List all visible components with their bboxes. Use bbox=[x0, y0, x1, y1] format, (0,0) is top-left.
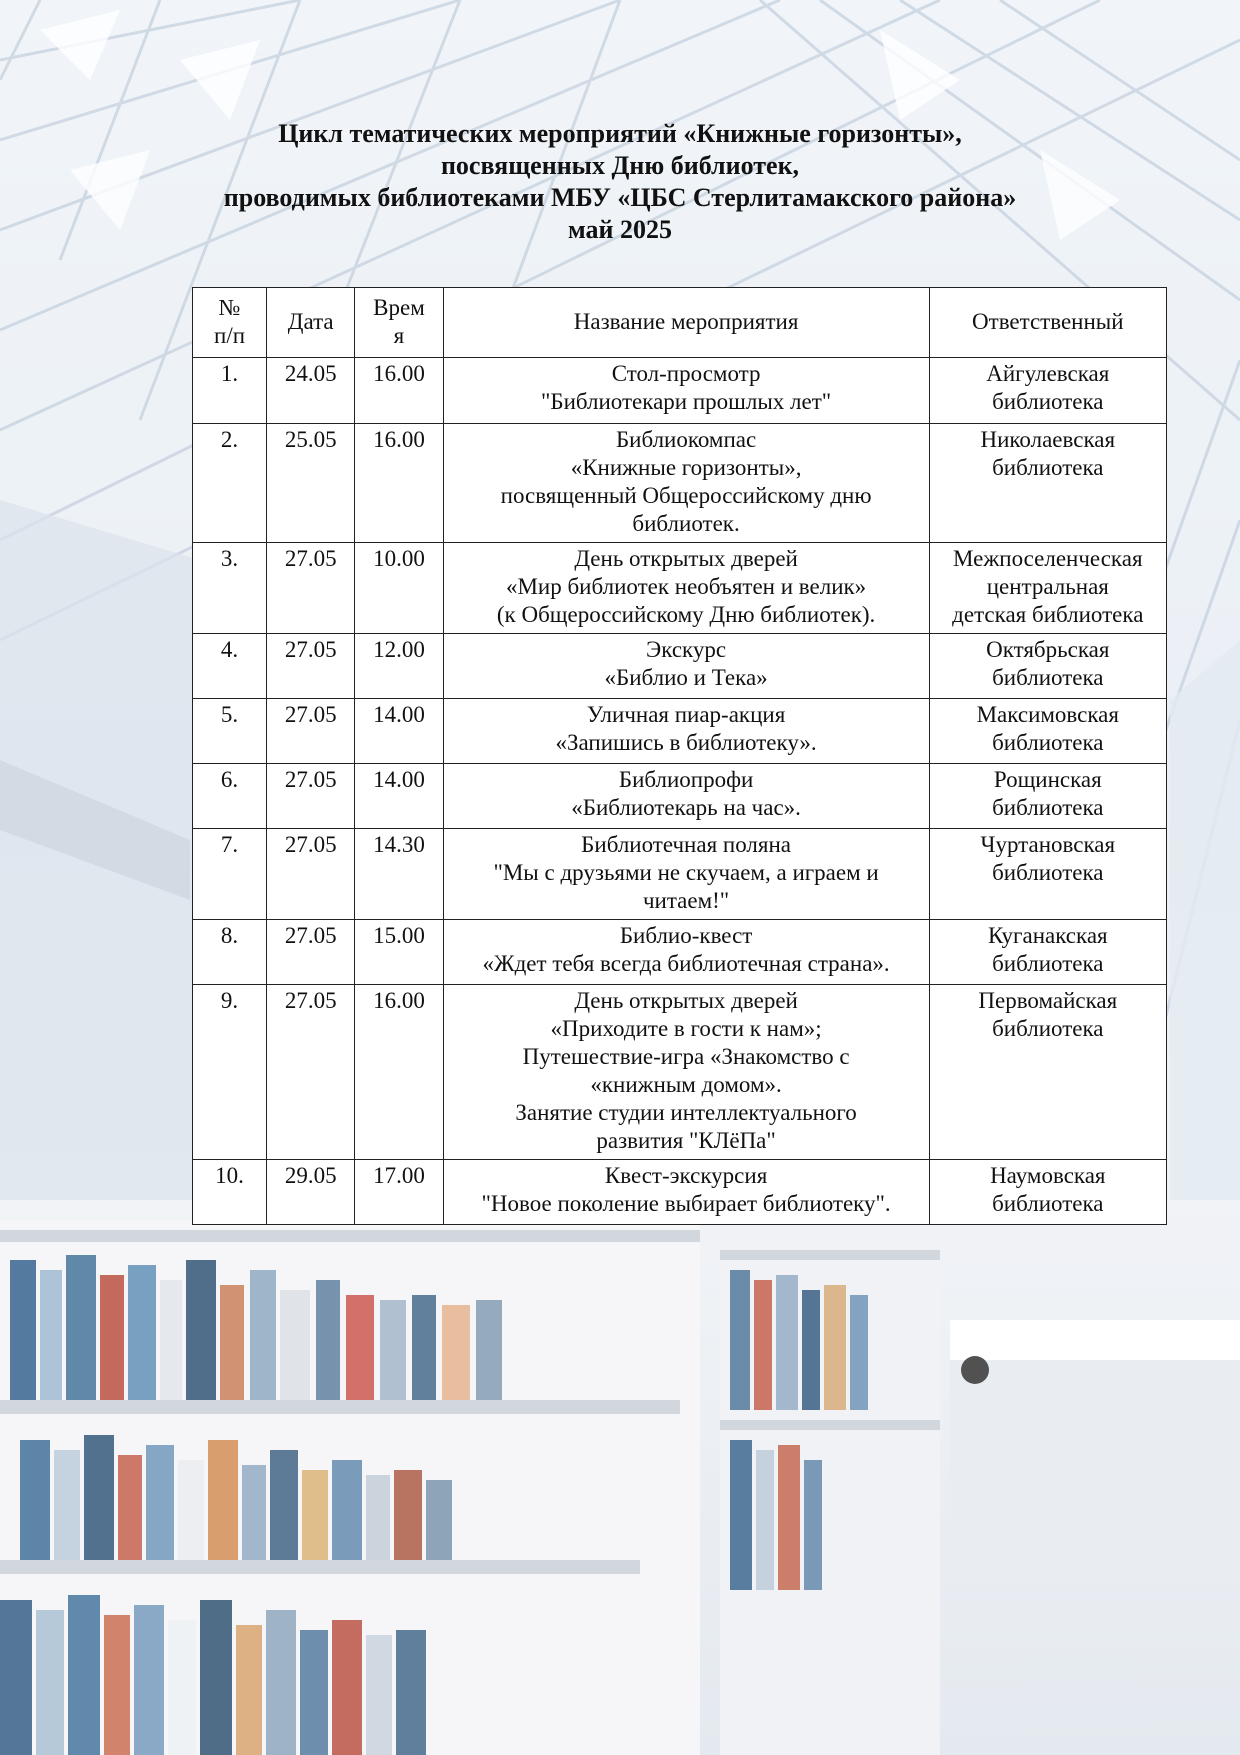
cell-num: 9. bbox=[193, 985, 267, 1160]
cell-event-name: Квест-экскурсия "Новое поколение выбирает библиотеку". bbox=[443, 1160, 929, 1225]
cell-date: 27.05 bbox=[267, 920, 355, 985]
cell-event-name: День открытых дверей «Мир библиотек необъятен и велик» (к Общероссийскому Дню библиотек). bbox=[443, 543, 929, 634]
cell-date: 27.05 bbox=[267, 985, 355, 1160]
cell-time: 12.00 bbox=[355, 634, 443, 699]
cell-num: 7. bbox=[193, 829, 267, 920]
title-line-4: май 2025 bbox=[567, 215, 672, 244]
cell-time: 16.00 bbox=[355, 985, 443, 1160]
table-row bbox=[193, 920, 1167, 985]
cell-event-name: Библио-квест «Ждет тебя всегда библиотечная страна». bbox=[443, 920, 929, 985]
cell-date: 27.05 bbox=[267, 699, 355, 764]
cell-event-name: Экскурс «Библио и Тека» bbox=[443, 634, 929, 699]
cell-responsible: Чуртановская библиотека bbox=[929, 829, 1166, 920]
title-line-2: посвященных Дню библиотек, bbox=[440, 151, 800, 180]
header-date: Дата bbox=[267, 288, 355, 358]
table-row bbox=[193, 543, 1167, 634]
cell-time: 14.30 bbox=[355, 829, 443, 920]
table-header-row bbox=[193, 288, 1167, 358]
header-num: № п/п bbox=[193, 288, 267, 358]
cell-responsible: Айгулевская библиотека bbox=[929, 358, 1166, 424]
document-title bbox=[120, 118, 1120, 246]
table-row bbox=[193, 634, 1167, 699]
table-row bbox=[193, 358, 1167, 424]
cell-time: 14.00 bbox=[355, 699, 443, 764]
cell-responsible: Рощинская библиотека bbox=[929, 764, 1166, 829]
table-row bbox=[193, 699, 1167, 764]
cell-date: 24.05 bbox=[267, 358, 355, 424]
title-line-1: Цикл тематических мероприятий «Книжные горизонты», bbox=[278, 119, 962, 148]
cell-event-name: Библиотечная поляна "Мы с друзьями не скучаем, а играем и читаем!" bbox=[443, 829, 929, 920]
cell-date: 27.05 bbox=[267, 764, 355, 829]
cell-responsible: Наумовская библиотека bbox=[929, 1160, 1166, 1225]
cell-num: 5. bbox=[193, 699, 267, 764]
cell-responsible: Максимовская библиотека bbox=[929, 699, 1166, 764]
cell-num: 10. bbox=[193, 1160, 267, 1225]
cell-event-name: Библиопрофи «Библиотекарь на час». bbox=[443, 764, 929, 829]
cell-num: 8. bbox=[193, 920, 267, 985]
cell-time: 16.00 bbox=[355, 358, 443, 424]
cell-time: 10.00 bbox=[355, 543, 443, 634]
cell-responsible: Первомайская библиотека bbox=[929, 985, 1166, 1160]
cell-responsible: Октябрьская библиотека bbox=[929, 634, 1166, 699]
cell-event-name: Стол-просмотр "Библиотекари прошлых лет" bbox=[443, 358, 929, 424]
header-event-name: Название мероприятия bbox=[443, 288, 929, 358]
header-time: Врем я bbox=[355, 288, 443, 358]
cell-time: 15.00 bbox=[355, 920, 443, 985]
cell-event-name: День открытых дверей «Приходите в гости к нам»; Путешествие-игра «Знакомство с «книжным домом». Занятие студии интеллектуального развития "КЛёПа" bbox=[443, 985, 929, 1160]
table-row bbox=[193, 829, 1167, 920]
events-table bbox=[192, 287, 1167, 1225]
cell-num: 3. bbox=[193, 543, 267, 634]
cell-time: 17.00 bbox=[355, 1160, 443, 1225]
cell-time: 16.00 bbox=[355, 424, 443, 543]
cell-time: 14.00 bbox=[355, 764, 443, 829]
title-line-3: проводимых библиотеками МБУ «ЦБС Стерлитамакского района» bbox=[223, 183, 1017, 212]
cell-responsible: Николаевская библиотека bbox=[929, 424, 1166, 543]
header-responsible: Ответственный bbox=[929, 288, 1166, 358]
cell-responsible: Межпоселенческая центральная детская библиотека bbox=[929, 543, 1166, 634]
table-row bbox=[193, 1160, 1167, 1225]
cell-num: 1. bbox=[193, 358, 267, 424]
table-row bbox=[193, 985, 1167, 1160]
cell-date: 27.05 bbox=[267, 829, 355, 920]
cell-num: 6. bbox=[193, 764, 267, 829]
cell-event-name: Библиокомпас «Книжные горизонты», посвященный Общероссийскому дню библиотек. bbox=[443, 424, 929, 543]
cell-date: 27.05 bbox=[267, 543, 355, 634]
table-row bbox=[193, 424, 1167, 543]
cell-num: 4. bbox=[193, 634, 267, 699]
cell-date: 25.05 bbox=[267, 424, 355, 543]
cell-num: 2. bbox=[193, 424, 267, 543]
cell-responsible: Куганакская библиотека bbox=[929, 920, 1166, 985]
cell-event-name: Уличная пиар-акция «Запишись в библиотеку». bbox=[443, 699, 929, 764]
cell-date: 29.05 bbox=[267, 1160, 355, 1225]
table-row bbox=[193, 764, 1167, 829]
cell-date: 27.05 bbox=[267, 634, 355, 699]
